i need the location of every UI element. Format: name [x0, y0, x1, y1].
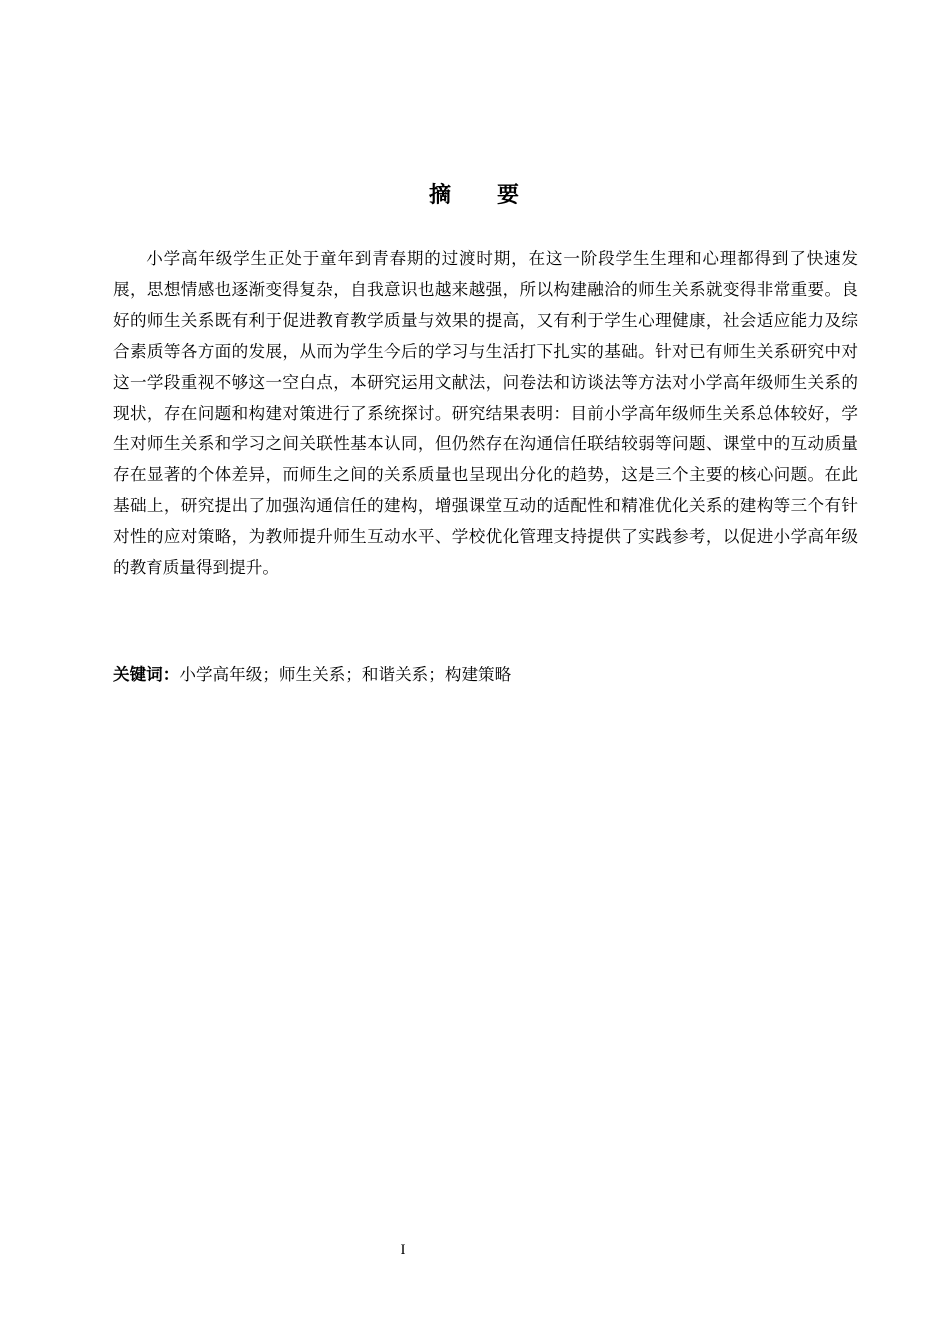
keywords-label: 关键词：: [113, 665, 180, 684]
abstract-title-char-1: 摘: [428, 183, 453, 208]
abstract-title-char-2: 要: [497, 183, 522, 208]
keywords-line: [113, 660, 858, 690]
abstract-title: [0, 178, 950, 209]
keywords-value: 小学高年级；师生关系；和谐关系；构建策略: [179, 665, 512, 684]
abstract-body: 小学高年级学生正处于童年到青春期的过渡时期，在这一阶段学生生理和心理都得到了快速发展，思想情感也逐渐变得复杂，自我意识也越来越强，所以构建融洽的师生关系就变得非常重要。良好的师生关系既有利于促进教育教学质量与效果的提高，又有利于学生心理健康，社会适应能力及综合素质等各方面的发展，从而为学生今后的学习与生活打下扎实的基础。针对已有师生关系研究中对这一学段重视不够这一空白点，本研究运用文献法，问卷法和访谈法等方法对小学高年级师生关系的现状，存在问题和构建对策进行了系统探讨。研究结果表明：目前小学高年级师生关系总体较好，学生对师生关系和学习之间关联性基本认同，但仍然存在沟通信任联结较弱等问题、课堂中的互动质量存在显著的个体差异，而师生之间的关系质量也呈现出分化的趋势，这是三个主要的核心问题。在此基础上，研究提出了加强沟通信任的建构，增强课堂互动的适配性和精准优化关系的建构等三个有针对性的应对策略，为教师提升师生互动水平、学校优化管理支持提供了实践参考，以促进小学高年级的教育质量得到提升。: [113, 249, 858, 578]
page-number: I: [400, 1242, 406, 1258]
